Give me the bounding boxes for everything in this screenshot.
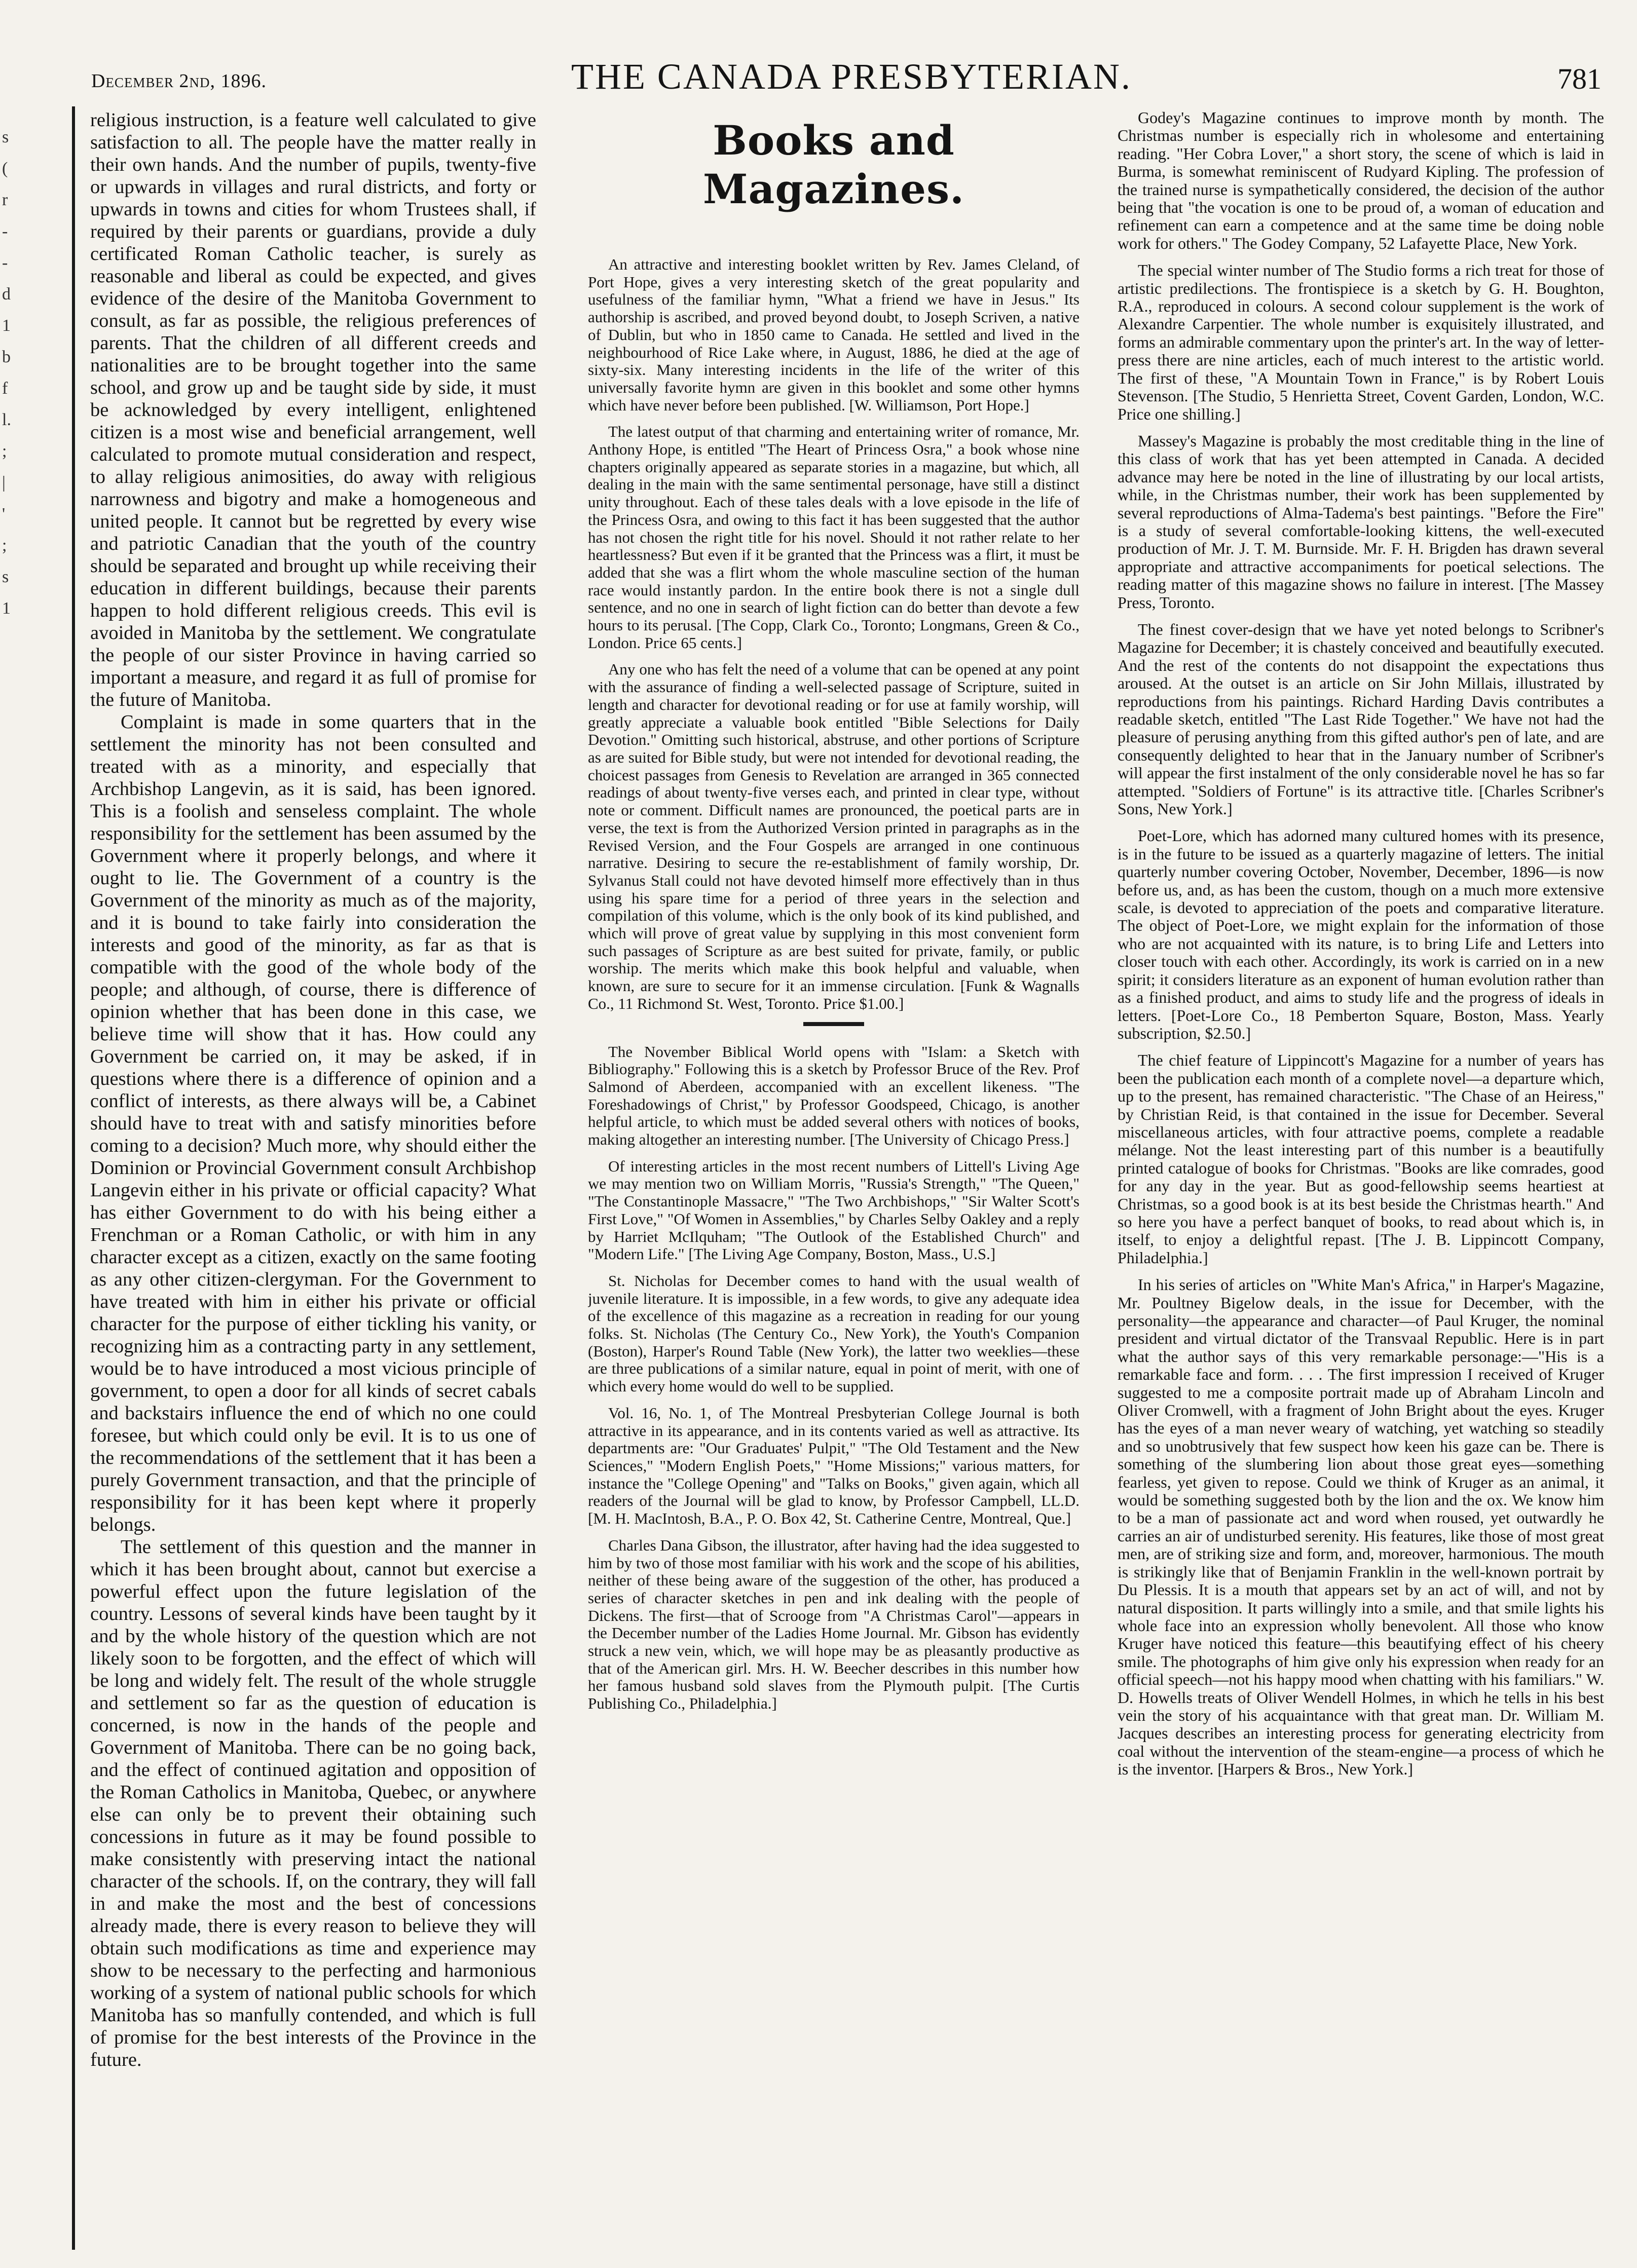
- edge-mark: ;: [2, 536, 7, 555]
- edge-mark: s: [2, 568, 9, 586]
- issue-date: December 2nd, 1896.: [91, 70, 267, 92]
- column-magazine-reviews: [1118, 109, 1604, 1788]
- review-paragraph: Any one who has felt the need of a volume that can be opened at any point with the assurance of finding a well-selected passage of Scripture, suited in length and character for devotional reading or for use at family worship, will greatly appreciate a valuable book entitled "Bible Selections for Daily Devotion." Omitting such historical, abstruse, and other portions of Scripture as are suited for Bible study, but were not intended for devotional reading, the choicest passages from Genesis to Revelation are arranged in 365 connected readings of about twenty-five verses each, and printed in clear type, without note or comment. Difficult names are pronounced, the poetical parts are in verse, the text is from the Authorized Version printed in paragraphs as in the Revised Version, and the Four Gospels are arranged in one continuous narrative. Desiring to secure the re-establishment of family worship, Dr. Sylvanus Stall could not have devoted himself more effectively than in thus using his spare time for a period of three years in the selection and compilation of this volume, which is the only book of its kind published, and which will prove of great value by supplying in this most convenient form such passages of Scripture as are best suited for private, family, or public worship. The merits which make this book helpful and valuable, when known, are sure to secure for it an immense circulation. [Funk & Wagnalls Co., 11 Richmond St. West, Toronto. Price $1.00.]: [588, 660, 1080, 1012]
- review-paragraph: The chief feature of Lippincott's Magazine for a number of years has been the publication each month of a complete novel—a departure which, up to the present, has remained characteristic. "The Chase of an Heiress," by Christian Reid, is that contained in the issue for December. Several miscellaneous articles, with four attractive poems, complete a readable mélange. Not the least interesting part of this number is a beautifully printed catalogue of books for Christmas. "Books are like comrades, good for any day in the year. But as good-fellowship seems heartiest at Christmas, so a good book is at its best beside the Christmas hearth." And so here you have a perfect banquet of books, to read about which is, in itself, to enjoy a delightful repast. [The J. B. Lippincott Company, Philadelphia.]: [1118, 1051, 1604, 1267]
- edge-mark: 1: [2, 316, 11, 335]
- edge-mark: (: [2, 159, 8, 178]
- page-number: 781: [1557, 62, 1602, 95]
- section-divider: [803, 1022, 864, 1026]
- edge-mark: f: [2, 379, 8, 398]
- review-paragraph: Massey's Magazine is probably the most creditable thing in the line of this class of work that has yet been attempted in Canada. A decided advance may here be noted in the line of illustrating by our local artists, while, in the Christmas number, their work has been supplemented by several reproductions of Alma-Tadema's best paintings. "Before the Fire" is a study of several comfortable-looking kittens, the well-executed production of Mr. J. T. M. Burnside. Mr. F. H. Brigden has drawn several appropriate and attractive accompaniments for poetical selections. The reading matter of this magazine shows no failure in interest. [The Massey Press, Toronto.: [1118, 431, 1604, 612]
- review-paragraph: The finest cover-design that we have yet noted belongs to Scribner's Magazine for December; it is chastely conceived and beautifully executed. And the rest of the contents do not disappoint the expectations thus aroused. At the outset is an article on Sir John Millais, illustrated by reproductions from his paintings. Richard Harding Davis contributes a readable sketch, entitled "The Last Ride Together." We have not had the pleasure of perusing anything from this gifted author's pen of late, and are consequently delighted to hear that in the January number of Scribner's will appear the first instalment of the only considerable novel he has so far attempted. "Soldiers of Fortune" is its attractive title. [Charles Scribner's Sons, New York.]: [1118, 620, 1604, 818]
- edge-mark: |: [2, 473, 6, 492]
- paragraph: The settlement of this question and the manner in which it has been brought about, cannot but exercise a powerful effect upon the future legislation of the country. Lessons of several kinds have been taught by it and by the whole history of the question which are not likely soon to be forgotten, and the effect of which will be long and widely felt. The result of the whole struggle and settlement so far as the question of education is concerned, is now in the hands of the people and Government of Manitoba. There can be no going back, and the effect of continued agitation and opposition of the Roman Catholics in Manitoba, Quebec, or anywhere else can only be to prevent their obtaining such concessions in future as it may be found possible to make consistently with preserving intact the national character of the schools. If, on the contrary, they will fall in and make the most and the best of concessions already made, there is every reason to believe they will obtain such modifications as time and experience may show to be necessary to the perfecting and harmonious working of a system of national public schools for which Manitoba has so manfully contended, and which is full of promise for the best interests of the Province in the future.: [90, 1536, 536, 2070]
- review-paragraph: The latest output of that charming and entertaining writer of romance, Mr. Anthony Hope, is entitled "The Heart of Princess Osra," a book whose nine chapters originally appeared as separate stories in a magazine, but which, all dealing in the main with the same sentimental personage, have still a distinct unity throughout. Each of these tales deals with a love episode in the life of the Princess Osra, and owing to this fact it has been suggested that the author has not chosen the right title for his novel. Should it not rather relate to her heartlessness? But even if it be granted that the Princess was a flirt, it must be added that she was a flirt whom the whole masculine section of the human race would instantly pardon. In the entire book there is not a single dull sentence, and no one in search of light fiction can do better than devote a few hours to its perusal. [The Copp, Clark Co., Toronto; Longmans, Green & Co., London. Price 65 cents.]: [588, 423, 1080, 652]
- review-paragraph: Of interesting articles in the most recent numbers of Littell's Living Age we may mention two on William Morris, "Russia's Strength," "The Queen," "The Constantinople Massacre," "The Two Archbishops," "Sir Walter Scott's First Love," "Of Women in Assemblies," by Charles Selby Oakley and a reply by Harriet McIlquham; "The Outlook of the Established Church" and "Modern Life." [The Living Age Company, Boston, Mass., U.S.]: [588, 1157, 1080, 1263]
- edge-mark: -: [2, 222, 8, 241]
- review-paragraph: Vol. 16, No. 1, of The Montreal Presbyterian College Journal is both attractive in its appearance, and in its contents varied as well as attractive. Its departments are: "Our Graduates' Pulpit," "The Old Testament and the New Sciences," "Modern English Poets," "Home Missions;" various matters, for instance the "College Opening" and "Talks on Books," given again, which all readers of the Journal will be glad to know, by Professor Campbell, LL.D. [M. H. MacIntosh, B.A., P. O. Box 42, St. Catherine Centre, Montreal, Que.]: [588, 1404, 1080, 1528]
- edge-mark: s: [2, 128, 9, 146]
- edge-mark: l.: [2, 410, 11, 429]
- review-paragraph: The special winter number of The Studio forms a rich treat for those of artistic predilections. The frontispiece is a sketch by G. H. Boughton, R.A., reproduced in colours. A second colour supplement is the work of Alexandre Carpentier. The whole number is exquisitely illustrated, and forms an admirable commentary upon the printer's art. In the way of letter-press there are nine articles, each of much interest to the artistic world. The first of these, "A Mountain Town in France," is by Robert Louis Stevenson. [The Studio, 5 Henrietta Street, Covent Garden, London, W.C. Price one shilling.]: [1118, 261, 1604, 423]
- column-books-and-magazines: [588, 109, 1080, 1722]
- newspaper-title: THE CANADA PRESBYTERIAN.: [571, 56, 1132, 97]
- paragraph: religious instruction, is a feature well calculated to give satisfaction to all. The people have the matter really in their own hands. And the number of pupils, twenty-five or upwards in villages and rural districts, and forty or upwards in towns and cities for whom Trustees shall, if required by their parents or guardians, provide a duly certificated Roman Catholic teacher, is surely as reasonable and liberal as could be expected, and gives evidence of the desire of the Manitoba Government to consult, as far as possible, the religious preferences of parents. That the children of all different creeds and nationalities are to be brought together into the same school, and grow up and be taught side by side, it must be acknowledged by every intelligent, enlightened citizen is a most wise and beneficial arrangement, well calculated to promote mutual consideration and respect, to allay religious animosities, do away with religious narrowness and bigotry and make a homogeneous and united people. It cannot but be regretted by every wise and patriotic Canadian that the youth of the country should be separated and brought up while receiving their education in different buildings, because their parents happen to hold different religious creeds. This evil is avoided in Manitoba by the settlement. We congratulate the people of our sister Province in having carried so important a measure, and regard it as full of promise for the future of Manitoba.: [90, 109, 536, 710]
- page-header: [91, 56, 1612, 101]
- paragraph: Complaint is made in some quarters that in the settlement the minority has not been consulted and treated with as a minority, and especially that Archbishop Langevin, as it is said, has been ignored. This is a foolish and senseless complaint. The whole responsibility for the settlement has been assumed by the Government where it properly belongs, and where it ought to lie. The Government of a country is the Government of the minority as much as of the majority, and it is bound to take fairly into consideration the interests and good of the minority, as far as that is compatible with the good of the whole body of the people; and although, of course, there is difference of opinion whether that has been done in this case, we believe time will show that it has. How could any Government be carried on, it may be asked, if in questions where there is a difference of opinion and a conflict of interests, as there always will be, a Cabinet should have to treat with and satisfy minorities before coming to a decision? Much more, why should either the Dominion or Provincial Government consult Archbishop Langevin either in his private or official capacity? What has either Government to do with his being either a Frenchman or a Roman Catholic, or with him in any character except as a citizen, exactly on the same footing as any other citizen-clergyman. For the Government to have treated with him in either his private or official character for the purpose of either tickling his vanity, or recognizing him as a contracting party in any settlement, would be to have introduced a most vicious principle of government, to open a door for all kinds of secret cabals and backstairs influence the end of which no one could foresee, but which could only be evil. It is to us one of the recommendations of the settlement that it has been a purely Government transaction, and that the principle of responsibility for it has been kept where it properly belongs.: [90, 711, 536, 1535]
- edge-mark: d: [2, 285, 11, 304]
- review-paragraph: An attractive and interesting booklet written by Rev. James Cleland, of Port Hope, gives a very interesting sketch of the great popularity and usefulness of the familiar hymn, "What a friend we have in Jesus." Its authorship is ascribed, and proved beyond doubt, to Joseph Scriven, a native of Dublin, but who in 1850 came to Canada. He settled and lived in the neighbourhood of Rice Lake where, in August, 1886, he died at the age of sixty-six. Many interesting incidents in the life of the writer of this universally favorite hymn are given in this booklet and some other hymns which have never before been published. [W. Williamson, Port Hope.]: [588, 255, 1080, 414]
- review-paragraph: St. Nicholas for December comes to hand with the usual wealth of juvenile literature. It is impossible, in a few words, to give any adequate idea of the excellence of this magazine as a recreation in reading for our young folks. St. Nicholas (The Century Co., New York), the Youth's Companion (Boston), Harper's Round Table (New York), the latter two weeklies—these are three publications of a similar nature, equal in point of merit, with one of which every home would do well to be supplied.: [588, 1271, 1080, 1395]
- review-paragraph: In his series of articles on "White Man's Africa," in Harper's Magazine, Mr. Poultney Bigelow deals, in the issue for December, with the personality—the appearance and character—of Paul Kruger, the nominal president and virtual dictator of the Transvaal Republic. Here is in part what the author says of this very remarkable personage:—"His is a remarkable face and form. . . . The first impression I received of Kruger suggested to me a composite portrait made up of Abraham Lincoln and Oliver Cromwell, with a fragment of John Bright about the eyes. Kruger has the eyes of a man never weary of watching, yet watching so steadily and so unobtrusively that few suspect how keen his gaze can be. There is something of the slumbering lion about those great eyes—something fearless, yet given to repose. Could we think of Kruger as an animal, it would be something suggested both by the lion and the ox. We know him to be a man of passionate act and word when roused, yet outwardly he carries an air of undisturbed serenity. His features, like those of most great men, are of striking size and form, and, moreover, harmonious. The mouth is strikingly like that of Benjamin Franklin in the well-known portrait by Du Plessis. It is a mouth that appears set by an act of will, and not by natural disposition. It parts willingly into a smile, and that smile lights his whole face into an expression wholly benevolent. All those who know Kruger have noticed this feature—this beautifying effect of his cheery smile. The photographs of him give only his expression when ready for an official speech—not his happy mood when chatting with his familiars." W. D. Howells treats of Oliver Wendell Holmes, in which he tells in his best vein the story of his acquaintance with that great man. Dr. William M. Jacques describes an interesting process for generating electricity from coal without the intervention of the steam-engine—a process of which he is the inventor. [Harpers & Bros., New York.]: [1118, 1275, 1604, 1779]
- left-column-rule: [72, 106, 75, 2250]
- column-editorial: [90, 109, 536, 2071]
- edge-mark: b: [2, 348, 11, 366]
- section-title: Books and Magazines.: [703, 117, 964, 213]
- edge-mark: ': [2, 505, 6, 523]
- review-paragraph: Godey's Magazine continues to improve month by month. The Christmas number is especially rich in wholesome and entertaining reading. "Her Cobra Lover," a short story, the scene of which is laid in Burma, is somewhat reminiscent of Rudyard Kipling. The profession of the trained nurse is sympathetically considered, the decision of the author being that "the vocation is one to be proud of, a woman of education and refinement can earn a competence and at the same time be doing noble work for others." The Godey Company, 52 Lafayette Place, New York.: [1118, 109, 1604, 252]
- review-paragraph: Charles Dana Gibson, the illustrator, after having had the idea suggested to him by two of those most familiar with his work and the scope of his abilities, neither of these being aware of the suggestion of the other, has produced a series of character sketches in pen and ink dealing with the people of Dickens. The first—that of Scrooge from "A Christmas Carol"—appears in the December number of the Ladies Home Journal. Mr. Gibson has evidently struck a new vein, which, we will hope may be as pleasantly productive as that of the American girl. Mrs. H. W. Beecher describes in this number how her famous husband sold slaves from the Plymouth pulpit. [The Curtis Publishing Co., Philadelphia.]: [588, 1536, 1080, 1713]
- review-paragraph: The November Biblical World opens with "Islam: a Sketch with Bibliography." Following this is a sketch by Professor Bruce of the Rev. Prof Salmond of Aberdeen, accompanied with an excellent likeness. "The Foreshadowings of Christ," by Professor Goodspeed, Chicago, is another helpful article, to which must be added several others with notices of books, making altogether an interesting number. [The University of Chicago Press.]: [588, 1042, 1080, 1149]
- edge-mark: ;: [2, 442, 7, 461]
- edge-mark: -: [2, 253, 8, 272]
- edge-mark: 1: [2, 599, 11, 618]
- edge-mark: r: [2, 191, 8, 209]
- left-edge-marks: [2, 122, 22, 624]
- review-paragraph: Poet-Lore, which has adorned many cultured homes with its presence, is in the future to be issued as a quarterly magazine of letters. The initial quarterly number covering October, November, December, 1896—is now before us, and, as has been the custom, though on a much more extensive scale, is devoted to appreciation of the poets and comparative literature. The object of Poet-Lore, we might explain for the information of those who are not acquainted with its nature, is to bring Life and Letters into closer touch with each other. Accordingly, its work is carried on in a new spirit; it considers literature as an exponent of human evolution rather than as a finished product, and aims to study life and the progress of ideals in letters. [Poet-Lore Co., 18 Pemberton Square, Boston, Mass. Yearly subscription, $2.50.]: [1118, 826, 1604, 1042]
